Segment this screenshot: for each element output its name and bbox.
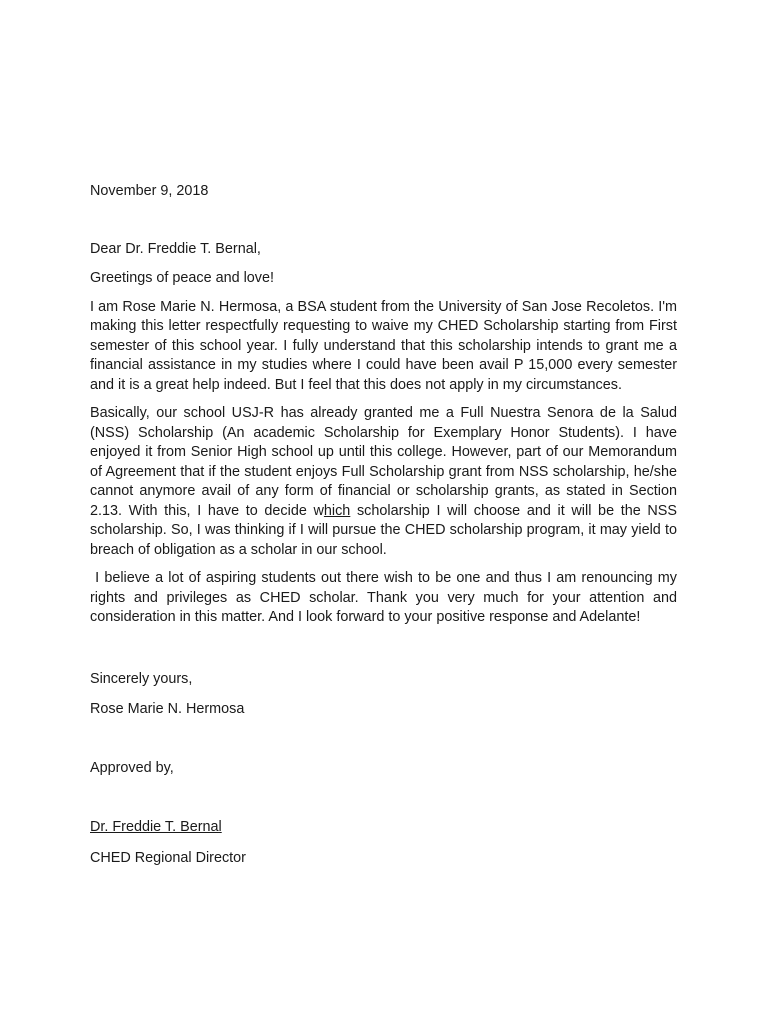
approver-title: CHED Regional Director: [90, 849, 246, 866]
letter-body: [90, 182, 681, 868]
paragraph-2-underlined-text: hich: [323, 502, 351, 519]
letter-date: November 9, 2018: [90, 183, 209, 199]
paragraph-2-text-start: Basically, our school USJ-R has already granted me a Full Nuestra Senora de la Salud (NSS) Scholarship (An academic Scholarship for Exemplary Honor Students). I have enjoyed it from Senior High school up until this college. However, part of our Memorandum of Agreement that if the student enjoys Full Scholarship grant from NSS scholarship, he/she cannot anymore avail of any form of financial or scholarship grants, as stated in Section 2.13. With this, I have to decide w: [90, 405, 677, 519]
closing: Sincerely yours,: [90, 670, 193, 687]
paragraph-3: I believe a lot of aspiring students out there wish to be one and thus I am renouncing my rights and privileges as CHED scholar. Thank you very much for your attention and consideration in this matter. And I look forward to your positive response and Adelante!: [90, 570, 681, 625]
greeting: Greetings of peace and love!: [90, 270, 275, 286]
approved-by-label: Approved by,: [90, 759, 174, 776]
salutation: Dear Dr. Freddie T. Bernal,: [90, 240, 261, 257]
approver-name: Dr. Freddie T. Bernal: [90, 819, 222, 835]
paragraph-2-text-end: scholarship I will choose and it will be the NSS scholarship. So, I was thinking if I will pursue the CHED scholarship program, it may yield to breach of obligation as a scholar in our school.: [90, 502, 678, 558]
paragraph-2: [90, 404, 677, 560]
paragraph-1: I am Rose Marie N. Hermosa, a BSA student from the University of San Jose Recoletos. I'm making this letter respectfully requesting to waive my CHED Scholarship starting from First semester of this school year. I fully understand that this scholarship intends to grant me a financial assistance in my studies where I could have been avail P 15,000 every semester and it is a great help indeed. But I feel that this does not apply in my circumstances.: [90, 298, 677, 393]
signer-name: Rose Marie N. Hermosa: [90, 701, 245, 717]
